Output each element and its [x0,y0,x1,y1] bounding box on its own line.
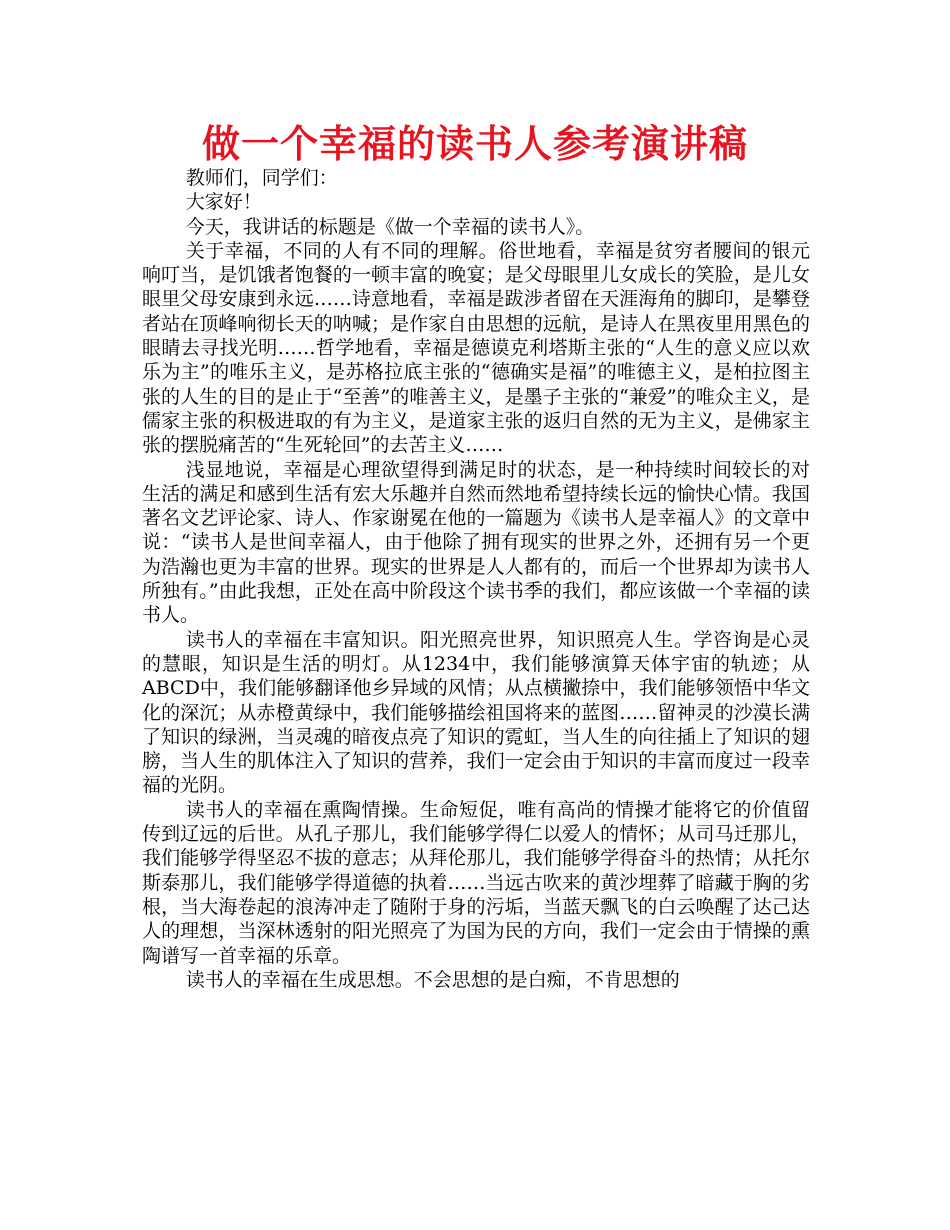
paragraph-happiness-views: 关于幸福，不同的人有不同的理解。俗世地看，幸福是贫穷者腰间的银元响叮当，是饥饿者饱餐的一顿丰富的晚宴；是父母眼里儿女成长的笑脸，是儿女眼里父母安康到永远……诗意地看，幸福是跋涉者留在天涯海角的脚印，是攀登者站在顶峰响彻长天的呐喊；是作家自由思想的远航，是诗人在黑夜里用黑色的眼睛去寻找光明……哲学地看，幸福是德谟克利塔斯主张的“人生的意义应以欢乐为主”的唯乐主义，是苏格拉底主张的“德确实是福”的唯德主义，是柏拉图主张的人生的目的是止于“至善”的唯善主义，是墨子主张的“兼爱”的唯众主义，是儒家主张的积极进取的有为主义，是道家主张的返归自然的无为主义，是佛家主张的摆脱痛苦的“生死轮回”的去苦主义…… [142,239,810,457]
paragraph-topic: 今天，我讲话的标题是《做一个幸福的读书人》。 [185,215,595,238]
paragraph-knowledge: 读书人的幸福在丰富知识。阳光照亮世界，知识照亮人生。学咨询是心灵的慧眼，知识是生活的明灯。从1234中，我们能够演算天体宇宙的轨迹；从ABCD中，我们能够翻译他乡异域的风情；从点横撇捺中，我们能够领悟中华文化的深沉；从赤橙黄绿中，我们能够描绘祖国将来的蓝图……留神灵的沙漠长满了知识的绿洲，当灵魂的暗夜点亮了知识的霓虹，当人生的向往插上了知识的翅膀，当人生的肌体注入了知识的营养，我们一定会由于知识的丰富而度过一段幸福的光阴。 [142,628,810,797]
paragraph-happiness-definition: 浅显地说，幸福是心理欲望得到满足时的状态，是一种持续时间较长的对生活的满足和感到生活有宏大乐趣并自然而然地希望持续长远的愉快心情。我国著名文艺评论家、诗人、作家谢冕在他的一篇题为《读书人是幸福人》的文章中说：“读书人是世间幸福人，由于他除了拥有现实的世界之外，还拥有另一个更为浩瀚也更为丰富的世界。现实的世界是人人都有的，而后一个世界却为读书人所独有。”由此我想，正处在高中阶段这个读书季的我们，都应该做一个幸福的读书人。 [142,458,810,627]
paragraph-greeting: 大家好！ [185,191,262,214]
document-title: 做一个幸福的读书人参考演讲稿 [201,122,748,166]
document-body [142,166,810,992]
paragraph-thought: 读书人的幸福在生成思想。不会思想的是白痴，不肯思想的 [185,968,680,991]
paragraph-salutation: 教师们，同学们： [185,167,338,189]
paragraph-sentiment: 读书人的幸福在熏陶情操。生命短促，唯有高尚的情操才能将它的价值留传到辽远的后世。从孔子那儿，我们能够学得仁以爱人的情怀；从司马迁那儿，我们能够学得坚忍不拔的意志；从拜伦那儿，我们能够学得奋斗的热情；从托尔斯泰那儿，我们能够学得道德的执着……当远古吹来的黄沙埋葬了暗藏于胸的劣根，当大海卷起的浪涛冲走了随附于身的污垢，当蓝天飘飞的白云唤醒了达己达人的理想，当深林透射的阳光照亮了为国为民的方向，我们一定会由于情操的熏陶谱写一首幸福的乐章。 [142,798,810,967]
